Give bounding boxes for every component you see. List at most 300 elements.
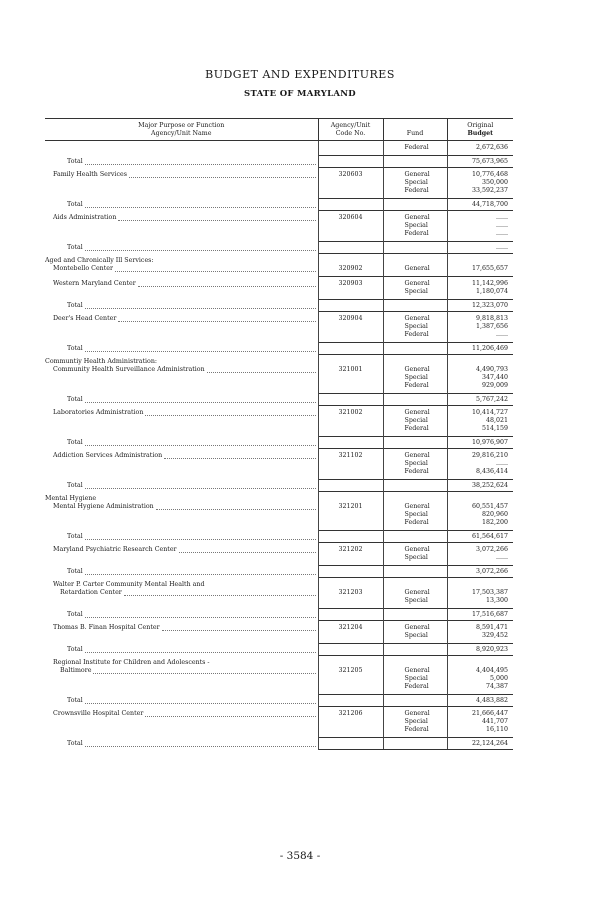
fund-cell [383, 394, 447, 406]
agency-code: 321102 [338, 452, 363, 459]
fund-amount: 8,436,414 [475, 468, 508, 475]
agency-name-line [45, 503, 318, 511]
agency-name-cell [45, 644, 318, 656]
agency-name-cell [45, 211, 318, 242]
code-cell [318, 168, 383, 199]
fund-type: General [404, 624, 430, 631]
fund-amount: ...... [495, 331, 508, 338]
blank-line [384, 495, 447, 503]
fund-amount: 329,452 [481, 632, 508, 639]
budget-cell [447, 277, 513, 300]
agency-name-cell [45, 437, 318, 449]
blank-line [45, 144, 318, 152]
blank-line [384, 611, 447, 619]
total-label [45, 158, 318, 166]
fund-type: Special [404, 632, 428, 639]
blank-line [384, 257, 447, 265]
total-label-text: Total [67, 301, 83, 309]
fund-amount: 9,818,813 [475, 315, 508, 322]
agency-name-cell [45, 566, 318, 578]
blank-line [319, 244, 383, 252]
fund-type: Special [404, 675, 428, 682]
agency-name-text: Maryland Psychiatric Research Center [53, 545, 177, 553]
blank-line [319, 158, 383, 166]
fund-cell [383, 156, 447, 168]
table-row [45, 211, 513, 242]
fund-amount: ...... [495, 554, 508, 561]
agency-name-text: Montebello Center [53, 264, 113, 272]
code-cell [318, 621, 383, 644]
agency-name-text: Walter P. Carter Community Mental Health and [53, 580, 205, 588]
fund-type: Federal [404, 468, 429, 475]
fund-type: General [404, 280, 430, 287]
total-label [45, 646, 318, 654]
fund-type: Special [404, 554, 428, 561]
blank-line [319, 740, 383, 748]
code-cell [318, 156, 383, 168]
total-label [45, 201, 318, 209]
fund-type: General [404, 503, 430, 510]
code-cell [318, 707, 383, 738]
agency-name-cell [45, 531, 318, 543]
budget-cell [447, 543, 513, 566]
fund-cell [383, 406, 447, 437]
dot-leader [85, 396, 316, 403]
table-row [45, 254, 513, 277]
agency-name-cell [45, 578, 318, 609]
budget-cell [447, 199, 513, 211]
blank-line [319, 396, 383, 404]
agency-name-line [45, 315, 318, 323]
total-label-text: Total [67, 344, 83, 352]
dot-leader [129, 171, 316, 178]
fund-cell [383, 141, 447, 156]
budget-cell [447, 492, 513, 531]
agency-name-line [45, 452, 318, 460]
fund-amount: 182,200 [481, 519, 508, 526]
total-label-text: Total [67, 532, 83, 540]
agency-name-cell [45, 480, 318, 492]
fund-type: General [404, 366, 430, 373]
dot-leader [124, 589, 316, 596]
dot-leader [93, 667, 315, 674]
agency-name-cell [45, 695, 318, 707]
agency-name-line [45, 546, 318, 554]
total-label-text: Total [67, 739, 83, 747]
total-row [45, 199, 513, 211]
dot-leader [85, 302, 316, 309]
fund-amount: 10,776,468 [471, 171, 508, 178]
fund-type: Special [404, 323, 428, 330]
fund-amount: 514,159 [481, 425, 508, 432]
total-amount: 61,564,617 [471, 533, 508, 540]
agency-name-line [45, 358, 318, 366]
total-label-text: Total [67, 567, 83, 575]
fund-amount: 441,707 [481, 718, 508, 725]
dot-leader [207, 366, 316, 373]
fund-amount: 1,387,656 [475, 323, 508, 330]
total-amount: 4,483,882 [475, 697, 508, 704]
total-amount: 10,976,907 [471, 439, 508, 446]
agency-code: 321001 [338, 366, 363, 373]
total-label [45, 396, 318, 404]
agency-code: 321202 [338, 546, 363, 553]
agency-code [319, 144, 383, 152]
fund-amount: 60,551,457 [471, 503, 508, 510]
fund-cell [383, 531, 447, 543]
header-budget-line1: Original [467, 122, 494, 129]
fund-cell [383, 242, 447, 254]
blank-line [384, 302, 447, 310]
total-label [45, 302, 318, 310]
total-label [45, 697, 318, 705]
fund-amount: 74,387 [485, 683, 508, 690]
blank-line [384, 201, 447, 209]
agency-name-text: Communtiy Health Administration: [45, 357, 158, 365]
agency-name-cell [45, 738, 318, 750]
fund-cell [383, 449, 447, 480]
fund-cell [383, 254, 447, 277]
code-cell [318, 277, 383, 300]
dot-leader [85, 482, 316, 489]
blank-line [319, 611, 383, 619]
table-row [45, 656, 513, 695]
fund-type: General [404, 667, 430, 674]
code-cell [318, 566, 383, 578]
fund-amount: 21,666,447 [471, 710, 508, 717]
blank-line [384, 358, 447, 366]
budget-cell [447, 343, 513, 355]
budget-cell [447, 254, 513, 277]
total-amount: 12,323,070 [471, 302, 508, 309]
fund-type: Federal [404, 519, 429, 526]
blank-line [384, 439, 447, 447]
total-row [45, 531, 513, 543]
fund-type: Federal [404, 331, 429, 338]
fund-cell [383, 211, 447, 242]
total-row [45, 437, 513, 449]
blank-line [384, 396, 447, 404]
total-row [45, 343, 513, 355]
agency-name-cell [45, 277, 318, 300]
budget-cell [447, 300, 513, 312]
total-amount: 38,252,624 [471, 482, 508, 489]
total-label [45, 568, 318, 576]
total-row [45, 156, 513, 168]
code-cell [318, 695, 383, 707]
budget-cell [447, 168, 513, 199]
dot-leader [85, 646, 316, 653]
budget-cell [447, 656, 513, 695]
total-row [45, 242, 513, 254]
code-cell [318, 437, 383, 449]
code-cell [318, 543, 383, 566]
blank-line [319, 345, 383, 353]
table-body [45, 141, 513, 750]
header-budget [447, 119, 513, 141]
agency-name-cell [45, 254, 318, 277]
agency-code: 320603 [338, 171, 363, 178]
agency-name-line [45, 257, 318, 265]
code-cell [318, 254, 383, 277]
fund-amount: 4,490,793 [475, 366, 508, 373]
blank-line [319, 302, 383, 310]
agency-name-line [45, 280, 318, 288]
fund-type: Special [404, 374, 428, 381]
fund-type: Federal [404, 726, 429, 733]
agency-name-cell [45, 449, 318, 480]
blank-line [319, 482, 383, 490]
budget-cell [447, 531, 513, 543]
total-amount: 75,673,965 [471, 158, 508, 165]
code-cell [318, 211, 383, 242]
table-row [45, 312, 513, 343]
fund-cell [383, 343, 447, 355]
budget-table [45, 118, 513, 750]
dot-leader [118, 214, 315, 221]
budget-cell [447, 644, 513, 656]
agency-name-text: Crownsville Hospital Center [53, 709, 144, 717]
code-cell [318, 531, 383, 543]
total-amount: 11,206,469 [471, 345, 508, 352]
fund-amount: 347,440 [481, 374, 508, 381]
header-name-line1: Major Purpose or Function [138, 122, 225, 129]
header-fund-label: Fund [406, 130, 424, 137]
blank-line [384, 581, 447, 589]
agency-name-cell [45, 492, 318, 531]
agency-code: 321204 [338, 624, 363, 631]
budget-cell [447, 406, 513, 437]
fund-amount: ...... [495, 222, 508, 229]
agency-name-text: Aged and Chronically Ill Services: [45, 256, 154, 264]
header-name-line2: Agency/Unit Name [151, 130, 212, 137]
blank-line [319, 697, 383, 705]
total-label [45, 244, 318, 252]
fund-cell [383, 480, 447, 492]
header-budget-line2: Budget [467, 130, 494, 137]
fund-amount: ...... [495, 460, 508, 467]
fund-amount: 48,021 [485, 417, 508, 424]
budget-cell [447, 312, 513, 343]
agency-name-line [45, 366, 318, 374]
agency-name-cell [45, 300, 318, 312]
agency-name-cell [45, 141, 318, 156]
blank-line [319, 257, 383, 265]
header-code-line1: Agency/Unit [330, 122, 371, 129]
total-row [45, 695, 513, 707]
table-row [45, 355, 513, 394]
budget-cell [447, 437, 513, 449]
dot-leader [145, 710, 315, 717]
code-cell [318, 394, 383, 406]
dot-leader [118, 315, 315, 322]
total-amount: 8,920,923 [475, 646, 508, 653]
blank-line [319, 533, 383, 541]
fund-type: Federal [404, 683, 429, 690]
agency-name-cell [45, 543, 318, 566]
fund-type: General [404, 315, 430, 322]
agency-name-cell [45, 707, 318, 738]
fund-type: Federal [404, 144, 429, 151]
fund-amount: 10,414,727 [471, 409, 508, 416]
agency-code: 321002 [338, 409, 363, 416]
budget-cell [447, 242, 513, 254]
fund-cell [383, 355, 447, 394]
fund-type: General [404, 710, 430, 717]
dot-leader [156, 503, 316, 510]
blank-line [384, 659, 447, 667]
fund-cell [383, 312, 447, 343]
dot-leader [85, 611, 316, 618]
fund-amount: 350,000 [481, 179, 508, 186]
budget-cell [447, 394, 513, 406]
total-label-text: Total [67, 645, 83, 653]
code-cell [318, 492, 383, 531]
total-label-text: Total [67, 438, 83, 446]
fund-amount: 2,672,636 [475, 144, 508, 151]
blank-line [319, 568, 383, 576]
table-row [45, 492, 513, 531]
dot-leader [145, 409, 315, 416]
agency-code: 320904 [338, 315, 363, 322]
fund-cell [383, 437, 447, 449]
total-label [45, 611, 318, 619]
agency-name-line [45, 589, 318, 597]
fund-cell [383, 621, 447, 644]
budget-cell [447, 609, 513, 621]
agency-name-cell [45, 168, 318, 199]
total-row [45, 644, 513, 656]
budget-cell [447, 621, 513, 644]
agency-name-line [45, 581, 318, 589]
agency-name-line [45, 495, 318, 503]
total-label [45, 533, 318, 541]
fund-cell [383, 168, 447, 199]
agency-name-line [45, 659, 318, 667]
fund-type: Federal [404, 230, 429, 237]
budget-cell [447, 695, 513, 707]
code-cell [318, 199, 383, 211]
total-label-text: Total [67, 696, 83, 704]
total-label-text: Total [67, 395, 83, 403]
dot-leader [115, 265, 316, 272]
fund-type: Special [404, 511, 428, 518]
blank-line [384, 244, 447, 252]
agency-name-cell [45, 343, 318, 355]
fund-cell [383, 566, 447, 578]
fund-type: Federal [404, 425, 429, 432]
agency-code: 320604 [338, 214, 363, 221]
agency-name-cell [45, 312, 318, 343]
table-row [45, 141, 513, 156]
agency-name-line [45, 214, 318, 222]
fund-cell [383, 543, 447, 566]
header-code-line2: Code No. [335, 130, 366, 137]
fund-type: General [404, 265, 430, 272]
fund-type: Special [404, 597, 428, 604]
table-row [45, 449, 513, 480]
agency-name-cell [45, 199, 318, 211]
fund-type: Federal [404, 187, 429, 194]
total-label-text: Total [67, 610, 83, 618]
total-row [45, 480, 513, 492]
agency-code: 320902 [338, 265, 363, 272]
total-label-text: Total [67, 157, 83, 165]
agency-name-text: Baltimore [60, 666, 92, 674]
fund-type: Special [404, 179, 428, 186]
fund-cell [383, 644, 447, 656]
dot-leader [162, 624, 316, 631]
agency-name-cell [45, 621, 318, 644]
budget-cell [447, 738, 513, 750]
fund-amount: 17,503,387 [471, 589, 508, 596]
table-row [45, 277, 513, 300]
blank-line [319, 358, 383, 366]
total-amount: 22,124,264 [471, 740, 508, 747]
blank-line [384, 158, 447, 166]
total-label [45, 345, 318, 353]
fund-amount: 8,591,471 [475, 624, 508, 631]
blank-line [384, 345, 447, 353]
fund-cell [383, 199, 447, 211]
code-cell [318, 242, 383, 254]
dot-leader [85, 740, 316, 747]
blank-line [319, 439, 383, 447]
blank-line [384, 482, 447, 490]
agency-code: 321203 [338, 589, 363, 596]
fund-cell [383, 492, 447, 531]
blank-line [448, 581, 514, 589]
code-cell [318, 141, 383, 156]
blank-line [384, 740, 447, 748]
fund-type: Special [404, 718, 428, 725]
blank-line [448, 495, 514, 503]
table-header [45, 119, 513, 141]
agency-name-cell [45, 355, 318, 394]
blank-line [448, 358, 514, 366]
total-label [45, 482, 318, 490]
fund-cell [383, 707, 447, 738]
blank-line [319, 646, 383, 654]
fund-type: Special [404, 460, 428, 467]
agency-name-cell [45, 406, 318, 437]
total-label-text: Total [67, 200, 83, 208]
code-cell [318, 480, 383, 492]
budget-cell [447, 449, 513, 480]
code-cell [318, 738, 383, 750]
fund-cell [383, 578, 447, 609]
blank-line [319, 659, 383, 667]
agency-name-line [45, 265, 318, 273]
agency-code: 321206 [338, 710, 363, 717]
blank-line [448, 257, 514, 265]
agency-name-line [45, 171, 318, 179]
agency-name-text: Family Health Services [53, 170, 127, 178]
fund-amount: 29,816,210 [471, 452, 508, 459]
fund-type: Federal [404, 382, 429, 389]
fund-amount: 4,404,495 [475, 667, 508, 674]
dot-leader [138, 280, 316, 287]
total-row [45, 609, 513, 621]
budget-cell [447, 141, 513, 156]
fund-amount: ...... [495, 214, 508, 221]
agency-name-text: Addiction Services Administration [53, 451, 163, 459]
fund-type: General [404, 214, 430, 221]
fund-type: General [404, 171, 430, 178]
blank-line [384, 533, 447, 541]
agency-name-line [45, 409, 318, 417]
budget-cell [447, 578, 513, 609]
